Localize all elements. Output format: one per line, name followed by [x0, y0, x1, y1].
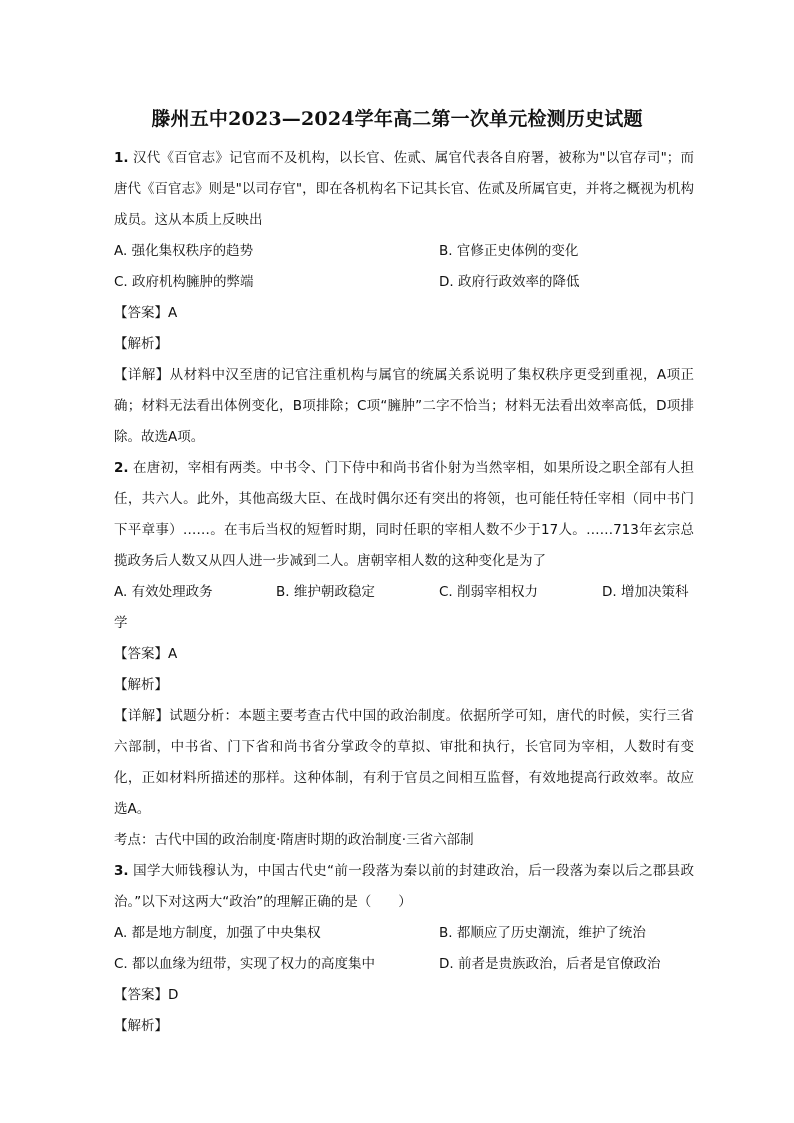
question-stem: [114, 453, 694, 577]
answer: 【答案】D: [114, 987, 179, 1003]
option-c: C. 都以血缘为纽带，实现了权力的高度集中: [114, 956, 376, 972]
option-d-continuation: 学: [114, 615, 128, 631]
option-b: B. 都顺应了历史潮流，维护了统治: [439, 925, 646, 941]
question-3: [114, 856, 694, 1042]
option-a: A. 都是地方制度，加强了中央集权: [114, 925, 321, 941]
question-text: 在唐初，宰相有两类。中书令、门下侍中和尚书省仆射为当然宰相，如果所设之职全部有人担任，共六人。此外，其他高级大臣、在战时偶尔还有突出的将领，也可能任特任宰相（同中书门下平章事）……。在韦后当权的短暂时期，同时任职的宰相人数不少于17人。……713年玄宗总揽政务后人数又从四人进一步减到二人。唐朝宰相人数的这种变化是为了: [114, 460, 694, 569]
question-text: 汉代《百官志》记官而不及机构，以长官、佐贰、属官代表各自府署，被称为"以官存司"；而唐代《百官志》则是"以司存官"，即在各机构名下记其长官、佐贰及所属官吏，并将之概视为机构成员。这从本质上反映出: [114, 150, 695, 228]
option-d: D. 前者是贵族政治，后者是官僚政治: [439, 956, 661, 972]
analysis-label: 【解析】: [114, 677, 168, 693]
option-a: A. 强化集权秩序的趋势: [114, 243, 254, 259]
option-list: [114, 236, 694, 298]
option-d: D. 政府行政效率的降低: [439, 274, 580, 290]
question-2: [114, 453, 694, 856]
question-text: 国学大师钱穆认为，中国古代史“前一段落为秦以前的封建政治，后一段落为秦以后之郡县政治。”以下对这两大“政治”的理解正确的是（ ）: [114, 863, 694, 910]
question-stem: [114, 143, 694, 236]
option-c: C. 削弱宰相权力: [439, 584, 539, 600]
option-d: D. 增加决策科: [602, 584, 689, 600]
answer: 【答案】A: [114, 646, 178, 662]
analysis-detail: 【详解】从材料中汉至唐的记官注重机构与属官的统属关系说明了集权秩序更受到重视，A项正确；材料无法看出体例变化，B项排除；C项“臃肿”二字不恰当；材料无法看出效率高低，D项排除。故选A项。: [114, 367, 694, 445]
analysis-detail: 【详解】试题分析：本题主要考查古代中国的政治制度。依据所学可知，唐代的时候，实行三省六部制，中书省、门下省和尚书省分掌政令的草拟、审批和执行，长官同为宰相，人数时有变化，正如材料所描述的那样。这种体制，有利于官员之间相互监督，有效地提高行政效率。故应选A。: [114, 708, 694, 817]
option-b: B. 官修正史体例的变化: [439, 243, 579, 259]
question-stem: [114, 856, 694, 918]
question-number: 1.: [114, 150, 129, 166]
option-list: [114, 918, 694, 980]
question-1: [114, 143, 694, 453]
question-number: 3.: [114, 863, 129, 879]
analysis-label: 【解析】: [114, 1018, 168, 1034]
page-title: 滕州五中2023—2024学年高二第一次单元检测历史试题: [151, 108, 643, 130]
option-b: B. 维护朝政稳定: [276, 584, 375, 600]
option-a: A. 有效处理政务: [114, 584, 213, 600]
knowledge-point: 考点：古代中国的政治制度·隋唐时期的政治制度·三省六部制: [114, 832, 474, 848]
option-c: C. 政府机构臃肿的弊端: [114, 274, 254, 290]
answer: 【答案】A: [114, 305, 178, 321]
question-number: 2.: [114, 460, 129, 476]
exam-content: [114, 143, 694, 1042]
analysis-label: 【解析】: [114, 336, 168, 352]
option-list: [114, 577, 694, 608]
